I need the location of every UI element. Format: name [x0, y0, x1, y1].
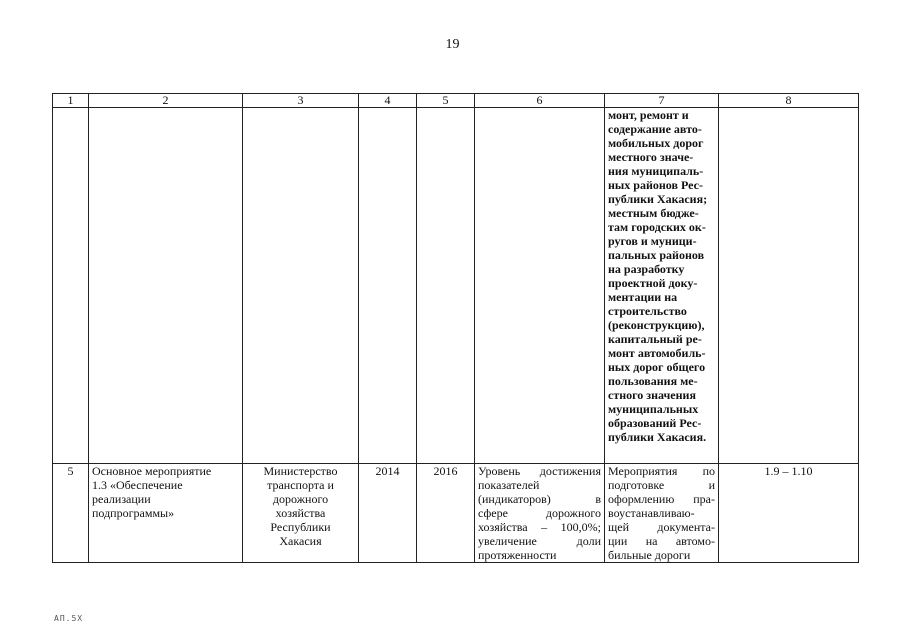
table-cell: [243, 108, 359, 464]
funding-description-cell: [605, 108, 719, 464]
row-number: 5: [53, 464, 89, 563]
cell-line: местного значе-: [608, 150, 694, 164]
cell-line: строительство: [608, 304, 687, 318]
cell-line: там городских ок-: [608, 220, 706, 234]
cell-line: проектной доку-: [608, 276, 698, 290]
cell-line: транспорта и: [267, 478, 334, 492]
cell-line: публики Хакасия.: [608, 430, 707, 444]
cell-line: подготовке и: [608, 478, 715, 492]
cell-line: содержание авто-: [608, 122, 702, 136]
cell-line: ругов и муници-: [608, 234, 697, 248]
program-table: [52, 93, 859, 563]
cell-line: ции на автомо-: [608, 534, 715, 548]
cell-line: публики Хакасия;: [608, 192, 708, 206]
cell-line: ния муниципаль-: [608, 164, 704, 178]
cell-line: бильные дороги: [608, 548, 691, 562]
cell-line: Уровень достижения: [478, 464, 601, 478]
table-cell: [89, 108, 243, 464]
cell-line: пальных районов: [608, 248, 705, 262]
header-cell: 4: [359, 94, 417, 108]
header-cell: 6: [475, 94, 605, 108]
cell-line: оформлению пра-: [608, 492, 715, 506]
table-cell: [475, 108, 605, 464]
cell-line: местным бюдже-: [608, 206, 699, 220]
cell-line: Основное мероприятие: [92, 464, 212, 478]
cell-line: сфере дорожного: [478, 506, 601, 520]
end-year: 2016: [417, 464, 475, 563]
table-row-5: [53, 464, 859, 563]
table-cell: [53, 108, 89, 464]
cell-line: ных районов Рес-: [608, 178, 703, 192]
cell-line: капитальный ре-: [608, 332, 702, 346]
cell-line: мобильных дорог: [608, 136, 704, 150]
cell-line: (реконструкцию),: [608, 318, 705, 332]
start-year: 2014: [359, 464, 417, 563]
cell-line: образований Рес-: [608, 416, 702, 430]
cell-line: хозяйства – 100,0%;: [478, 520, 601, 534]
footer-code: АП.5Х: [54, 614, 84, 623]
cell-line: увеличение доли: [478, 534, 601, 548]
cell-line: Хакасия: [279, 534, 322, 548]
cell-line: (индикаторов) в: [478, 492, 601, 506]
cell-line: хозяйства: [275, 506, 326, 520]
table-header-row: [53, 94, 859, 108]
cell-line: подпрограммы»: [92, 506, 175, 520]
header-cell: 7: [605, 94, 719, 108]
header-cell: 1: [53, 94, 89, 108]
cell-line: муниципальных: [608, 402, 699, 416]
expected-result-cell: [475, 464, 605, 563]
measure-name-cell: [89, 464, 243, 563]
measure-description-cell: [605, 464, 719, 563]
cell-line: стного значения: [608, 388, 696, 402]
table-row-continuation: [53, 108, 859, 464]
cell-line: монт, ремонт и: [608, 108, 689, 122]
cell-line: ментации на: [608, 290, 678, 304]
cell-line: реализации: [92, 492, 151, 506]
cell-line: Республики: [270, 520, 331, 534]
header-cell: 2: [89, 94, 243, 108]
cell-line: монт автомобиль-: [608, 346, 706, 360]
header-cell: 8: [719, 94, 859, 108]
indicator-link: 1.9 – 1.10: [719, 464, 859, 563]
table-cell: [719, 108, 859, 464]
cell-line: показателей: [478, 478, 540, 492]
cell-line: ных дорог общего: [608, 360, 706, 374]
table-cell: [417, 108, 475, 464]
cell-line: дорожного: [272, 492, 329, 506]
cell-line: пользования ме-: [608, 374, 698, 388]
cell-line: 1.3 «Обеспечение: [92, 478, 183, 492]
executor-cell: [243, 464, 359, 563]
cell-line: воустанавливаю-: [608, 506, 695, 520]
header-cell: 5: [417, 94, 475, 108]
cell-line: Министерство: [263, 464, 338, 478]
cell-line: протяженности: [478, 548, 557, 562]
cell-line: на разработку: [608, 262, 685, 276]
page-number: 19: [445, 37, 460, 52]
table-cell: [359, 108, 417, 464]
cell-line: щей документа-: [608, 520, 715, 534]
header-cell: 3: [243, 94, 359, 108]
cell-line: Мероприятия по: [608, 464, 715, 478]
